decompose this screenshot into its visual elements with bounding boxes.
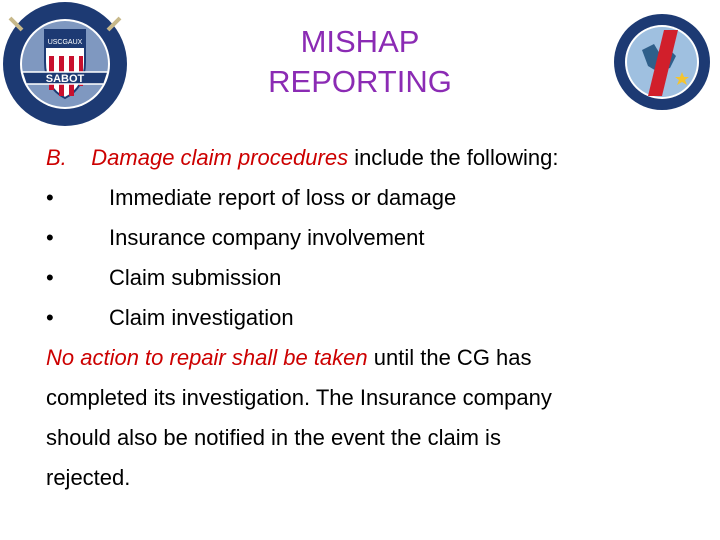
title-line-2: REPORTING bbox=[268, 64, 452, 99]
intro-line bbox=[46, 138, 686, 178]
closing-line-1 bbox=[46, 338, 686, 378]
slide-title bbox=[180, 22, 540, 102]
closing-line-2: completed its investigation. The Insurance company bbox=[46, 385, 552, 410]
body-text bbox=[46, 138, 686, 498]
closing-emphasis: No action to repair shall be taken bbox=[46, 345, 368, 370]
closing-line-4: rejected. bbox=[46, 465, 131, 490]
intro-rest: include the following: bbox=[354, 145, 559, 170]
closing-rest: until the CG has bbox=[373, 345, 532, 370]
logo-banner-text: SABOT bbox=[45, 73, 85, 85]
bullet-text: Insurance company involvement bbox=[109, 225, 425, 250]
bullet-item bbox=[46, 178, 686, 218]
sabot-logo bbox=[0, 0, 135, 130]
intro-label: B. bbox=[46, 145, 67, 170]
bullet-item bbox=[46, 298, 686, 338]
bullet-mark: • bbox=[46, 225, 54, 250]
bullet-mark: • bbox=[46, 265, 54, 290]
intro-emphasis: Damage claim procedures bbox=[91, 145, 349, 170]
bullet-item bbox=[46, 258, 686, 298]
bullet-text: Immediate report of loss or damage bbox=[109, 185, 457, 210]
bullet-mark: • bbox=[46, 185, 54, 210]
bullet-text: Claim investigation bbox=[109, 305, 294, 330]
bullet-mark: • bbox=[46, 305, 54, 330]
logo-tag-text: USCGAUX bbox=[47, 39, 83, 46]
bullet-item bbox=[46, 218, 686, 258]
title-line-1: MISHAP bbox=[300, 24, 420, 59]
closing-line-3: should also be notified in the event the claim is bbox=[46, 425, 501, 450]
bullet-text: Claim submission bbox=[109, 265, 282, 290]
ninth-district-logo bbox=[612, 10, 712, 120]
